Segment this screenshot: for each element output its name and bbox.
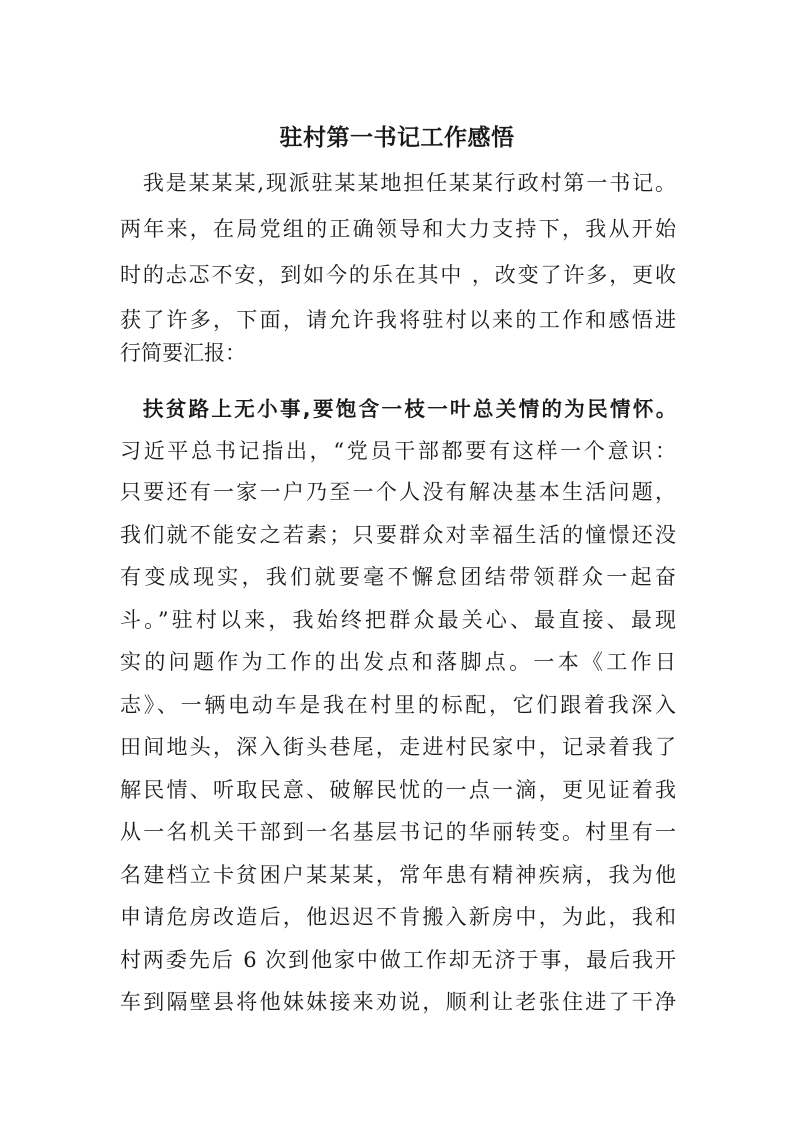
text-line: 申请危房改造后，他迟迟不肯搬入新房中，为此，我和 xyxy=(120,905,676,929)
text-line: 斗。”驻村以来，我始终把群众最关心、最直接、最现 xyxy=(120,608,676,632)
text-line: 村两委先后 6 次到他家中做工作却无济于事，最后我开 xyxy=(120,948,676,972)
text-line: 解民情、听取民意、破解民忧的一点一滴，更见证着我 xyxy=(120,778,676,802)
document-title: 驻村第一书记工作感悟 xyxy=(279,125,515,151)
text-line: 我是某某某,现派驻某某地担任某某行政村第一书记。 xyxy=(120,171,676,195)
text-line: 田间地头，深入街头巷尾，走进村民家中，记录着我了 xyxy=(120,735,676,759)
text-line: 从一名机关干部到一名基层书记的华丽转变。村里有一 xyxy=(120,820,676,844)
text-line: 习近平总书记指出，“党员干部都要有这样一个意识： xyxy=(120,439,676,463)
text-line: 两年来，在局党组的正确领导和大力支持下，我从开始 xyxy=(120,217,676,241)
text-line: 只要还有一家一户乃至一个人没有解决基本生活问题， xyxy=(120,480,676,504)
text-line: 时的忐忑不安，到如今的乐在其中 ，改变了许多，更收 xyxy=(120,263,676,287)
text-line: 我们就不能安之若素；只要群众对幸福生活的憧憬还没 xyxy=(120,523,676,547)
text-line: 名建档立卡贫困户某某某，常年患有精神疾病，我为他 xyxy=(120,863,676,887)
text-line: 获了许多，下面，请允许我将驻村以来的工作和感悟进 xyxy=(120,308,676,332)
text-line: 行简要汇报： xyxy=(120,341,246,365)
text-line: 有变成现实，我们就要毫不懈怠团结带领群众一起奋 xyxy=(120,565,676,589)
text-line: 志》、一辆电动车是我在村里的标配，它们跟着我深入 xyxy=(120,693,676,717)
text-line: 车到隔壁县将他妹妹接来劝说，顺利让老张住进了干净 xyxy=(120,990,676,1014)
text-line: 实的问题作为工作的出发点和落脚点。一本《工作日 xyxy=(120,650,676,674)
section-heading: 扶贫路上无小事,要饱含一枝一叶总关情的为民情怀。 xyxy=(120,397,676,421)
